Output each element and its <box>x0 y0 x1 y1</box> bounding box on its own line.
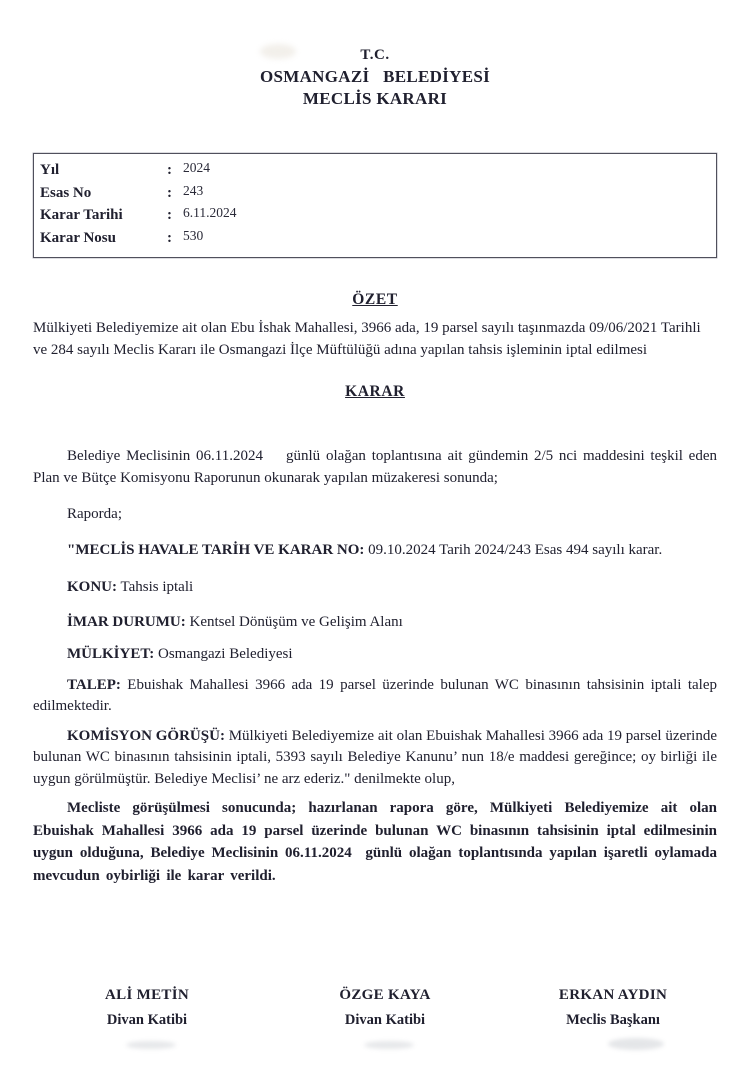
decision-intro-paragraph: Belediye Meclisinin 06.11.2024 günlü olağan toplantısına ait gündemin 2/5 nci maddesini teşkil eden Plan ve Bütçe Komisyonu Raporunun okunarak yapılan müzakeresi sonunda; <box>33 448 721 486</box>
field-label: KONU: <box>67 579 117 595</box>
field-label: KOMİSYON GÖRÜŞÜ: <box>67 727 225 744</box>
decision-date-value: 6.11.2024 <box>183 205 237 220</box>
document-type-title: MECLİS KARARI <box>302 89 448 108</box>
report-lead-in: Raporda; <box>67 506 122 522</box>
table-row-decision-no <box>40 227 712 250</box>
scan-artifact <box>608 1038 664 1050</box>
field-value: Osmangazi Belediyesi <box>154 646 293 662</box>
summary-text: Mülkiyeti Belediyemize ait olan Ebu İshak Mahallesi, 3966 ada, 19 parsel sayılı taşınmazda 09/06/2021 Tarihli ve 284 sayılı Meclis Kararı ile Osmangazi İlçe Müftülüğü adına yapılan tahsis işleminin iptal edilmesi <box>33 320 701 358</box>
separator: : <box>167 229 172 246</box>
signatory-name: ÖZGE KAYA <box>339 987 431 1003</box>
signatory-title: Meclis Başkanı <box>566 1012 660 1028</box>
field-request <box>33 675 717 718</box>
separator: : <box>167 162 172 178</box>
field-ownership <box>33 644 717 666</box>
field-referral-date-decision-no <box>33 540 717 562</box>
signatory-3 <box>509 987 717 1029</box>
field-label: MÜLKİYET: <box>67 646 155 662</box>
table-row-year <box>40 159 712 182</box>
field-value: Kentsel Dönüşüm ve Gelişim Alanı <box>185 613 403 630</box>
field-commission-opinion <box>33 726 717 791</box>
signatory-1 <box>33 987 261 1029</box>
separator: : <box>167 207 172 223</box>
field-label: "MECLİS HAVALE TARİH VE KARAR NO: <box>67 541 365 558</box>
signatory-title: Divan Katibi <box>106 1012 188 1028</box>
case-no-value: 243 <box>183 182 204 198</box>
scan-artifact <box>364 1041 414 1049</box>
field-value: Tahsis iptali <box>117 579 194 595</box>
field-label: TALEP: <box>67 676 121 693</box>
decision-no-label: Karar Nosu <box>40 229 116 246</box>
table-row-decision-date <box>40 204 712 227</box>
field-subject <box>33 577 717 599</box>
table-row-case-no <box>40 182 712 205</box>
republic-label: T.C. <box>360 47 390 63</box>
signatory-2 <box>261 987 509 1029</box>
field-zoning-status <box>33 612 717 634</box>
case-no-label: Esas No <box>40 184 92 201</box>
decision-conclusion-paragraph: Mecliste görüşülmesi sonucunda; hazırlanan rapora göre, Mülkiyeti Belediyemize ait olan Ebuishak Mahallesi 3966 ada 19 parsel üzerinde bulunan WC binasının tahsisinin iptal edilmesinin uygun olduğuna, Belediye Meclisinin 06.11.2024 günlü olağan toplantısında yapılan işaretli oylamada mevcudun oybirliği ile karar verildi. <box>33 800 724 884</box>
field-value: 09.10.2024 Tarih 2024/243 Esas 494 sayılı karar. <box>364 541 663 558</box>
year-label: Yıl <box>40 162 60 178</box>
field-value: Mülkiyeti Belediyemize ait olan Ebuishak Mahallesi 3966 ada 19 parsel üzerinde bulunan WC binasının tahsisinin iptali, 5393 sayılı Belediye Kanunu’ nun 18/e maddesi gereğince; oy birliği ile uygun görülmüştür. Belediye Meclisi’ ne arz ederiz." denilmekte olup, <box>33 727 717 787</box>
signature-block <box>33 987 717 1029</box>
decision-section-title: KARAR <box>345 383 405 400</box>
scan-artifact <box>126 1041 176 1049</box>
year-value: 2024 <box>183 160 210 175</box>
municipality-name: OSMANGAZİ BELEDİYESİ <box>259 67 490 86</box>
signatory-name: ERKAN AYDIN <box>558 987 668 1003</box>
summary-section-title: ÖZET <box>352 291 398 308</box>
field-value: Ebuishak Mahallesi 3966 ada 19 parsel üzerinde bulunan WC binasının tahsisinin iptali talep edilmektedir. <box>33 676 717 714</box>
document-header <box>33 0 717 109</box>
signatory-name: ALİ METİN <box>105 987 189 1003</box>
signatory-title: Divan Katibi <box>344 1012 426 1028</box>
decision-date-label: Karar Tarihi <box>40 207 123 223</box>
decision-info-table <box>33 153 717 258</box>
field-label: İMAR DURUMU: <box>67 613 186 630</box>
separator: : <box>167 184 172 201</box>
decision-no-value: 530 <box>183 227 204 243</box>
